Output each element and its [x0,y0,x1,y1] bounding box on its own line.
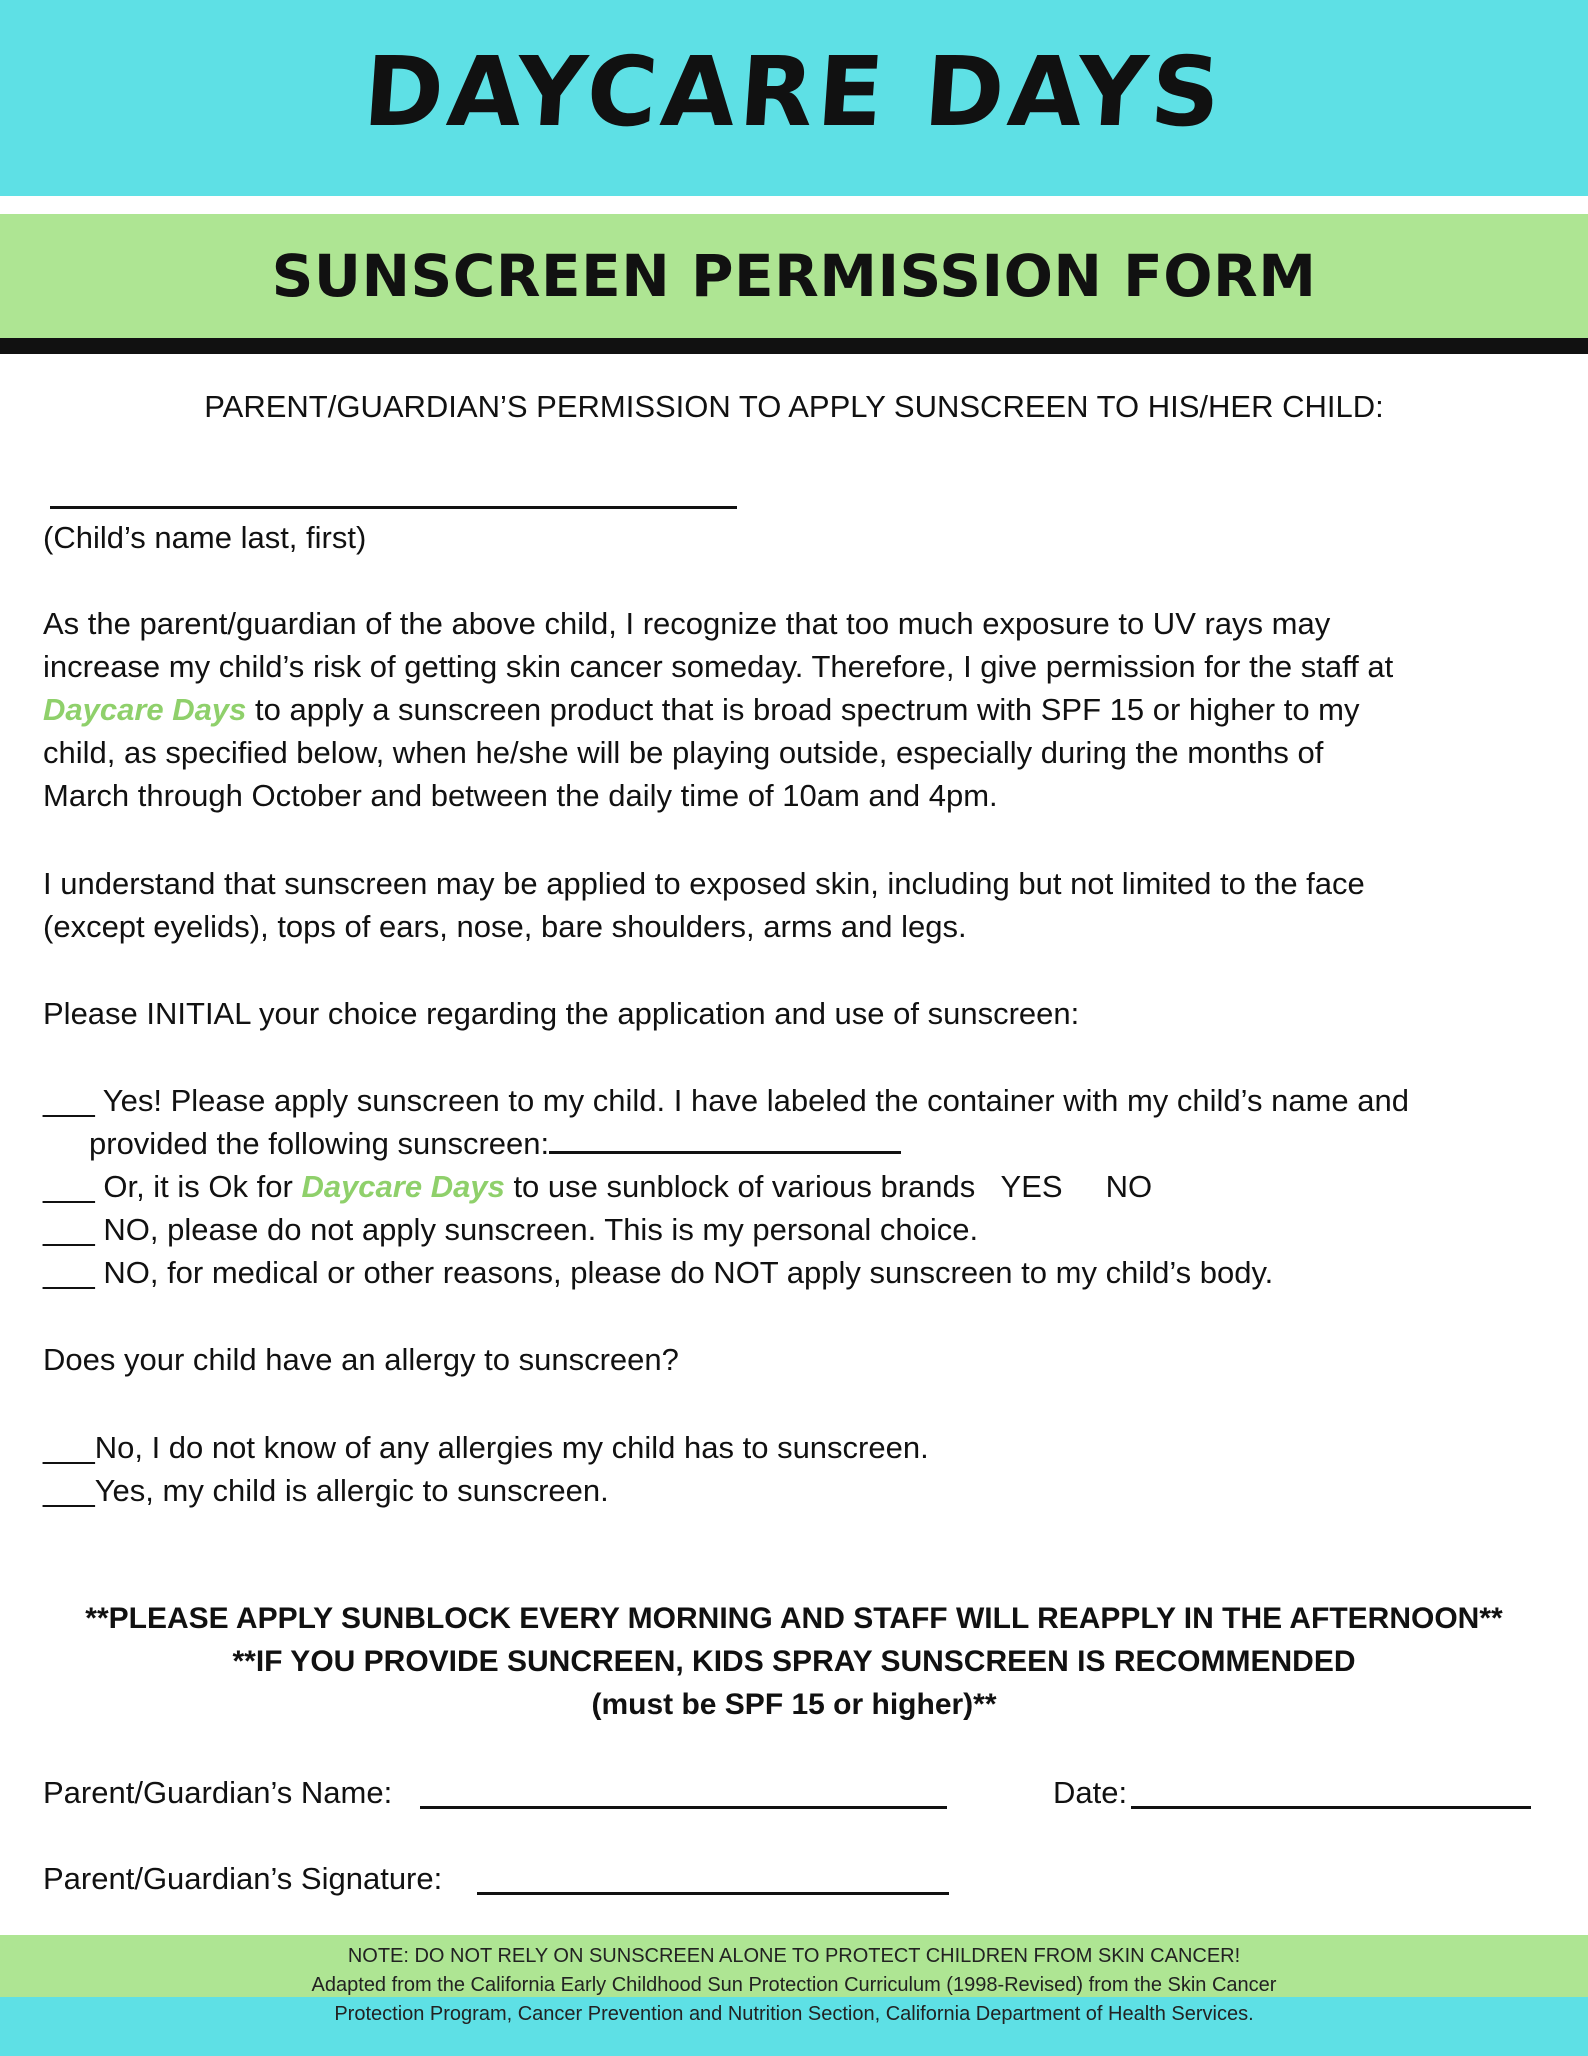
allergy-no[interactable]: ___No, I do not know of any allergies my child has to sunscreen. [43,1430,929,1465]
option-no-personal: ___ NO, please do not apply sunscreen. This is my personal choice. [43,1212,979,1247]
option-yes-apply-line2: provided the following sunscreen: [89,1122,901,1165]
divider-bar [0,338,1588,354]
initial-prompt: Please INITIAL your choice regarding the application and use of sunscreen: [43,996,1080,1031]
footer-line: Adapted from the California Early Childhood Sun Protection Curriculum (1998-Revised) from the Skin Cancer [311,1974,1277,1996]
header-banner [0,0,1588,196]
note-spray: **IF YOU PROVIDE SUNCREEN, KIDS SPRAY SUNSCREEN IS RECOMMENDED [232,1645,1356,1678]
paragraph-line: (except eyelids), tops of ears, nose, bare shoulders, arms and legs. [43,909,967,944]
initial-blank[interactable]: ___ [43,1255,95,1290]
allergy-yes[interactable]: ___Yes, my child is allergic to sunscreen. [43,1473,609,1508]
footer-line: NOTE: DO NOT RELY ON SUNSCREEN ALONE TO PROTECT CHILDREN FROM SKIN CANCER! [347,1945,1241,1967]
guardian-signature-label: Parent/Guardian’s Signature: [43,1861,443,1896]
child-name-line[interactable] [50,506,737,509]
guardian-name-label: Parent/Guardian’s Name: [43,1775,393,1810]
paragraph-line: child, as specified below, when he/she will be playing outside, especially during the months of [43,735,1324,770]
child-name-label: (Child’s name last, first) [43,520,367,555]
paragraph-line: I understand that sunscreen may be applied to exposed skin, including but not limited to the face [43,866,1365,901]
date-line[interactable] [1131,1806,1531,1809]
brand-inline: Daycare Days [43,692,247,727]
paragraph-line: March through October and between the daily time of 10am and 4pm. [43,778,998,813]
brand-inline: Daycare Days [301,1169,505,1204]
form-title: SUNSCREEN PERMISSION FORM [271,242,1317,310]
paragraph-line: Daycare Days to apply a sunscreen product that is broad spectrum with SPF 15 or higher to my [43,692,1360,727]
paragraph-application [43,862,1553,948]
paragraph-line: increase my child’s risk of getting skin cancer someday. Therefore, I give permission for the staff at [43,649,1394,684]
note-spf: (must be SPF 15 or higher)** [591,1688,997,1721]
allergy-question: Does your child have an allergy to sunscreen? [43,1342,679,1377]
sunscreen-provided-line[interactable] [549,1123,901,1154]
paragraph-consent [43,602,1553,817]
footer-note [0,1942,1588,2029]
initial-blank[interactable]: ___ [43,1212,95,1247]
paragraph-line: As the parent/guardian of the above child, I recognize that too much exposure to UV rays may [43,606,1331,641]
note-morning: **PLEASE APPLY SUNBLOCK EVERY MORNING AND STAFF WILL REAPPLY IN THE AFTERNOON** [85,1602,1503,1635]
brand-title: DAYCARE DAYS [360,36,1228,148]
form-title-banner [0,214,1588,338]
initial-blank[interactable]: ___ [43,1169,95,1204]
date-label: Date: [1053,1775,1128,1810]
permission-heading: PARENT/GUARDIAN’S PERMISSION TO APPLY SUNSCREEN TO HIS/HER CHILD: [204,389,1384,424]
footer-line: Protection Program, Cancer Prevention and Nutrition Section, California Department of Health Services. [334,2003,1254,2025]
guardian-name-line[interactable] [420,1806,947,1809]
option-no-medical: ___ NO, for medical or other reasons, please do NOT apply sunscreen to my child’s body. [43,1255,1274,1290]
guardian-signature-line[interactable] [477,1892,949,1895]
option-various-brands: ___ Or, it is Ok for Daycare Days to use sunblock of various brands YES NO [43,1169,1153,1204]
initial-blank[interactable]: ___ [43,1083,95,1118]
option-yes-apply: ___ Yes! Please apply sunscreen to my child. I have labeled the container with my child’s name and [43,1083,1409,1118]
